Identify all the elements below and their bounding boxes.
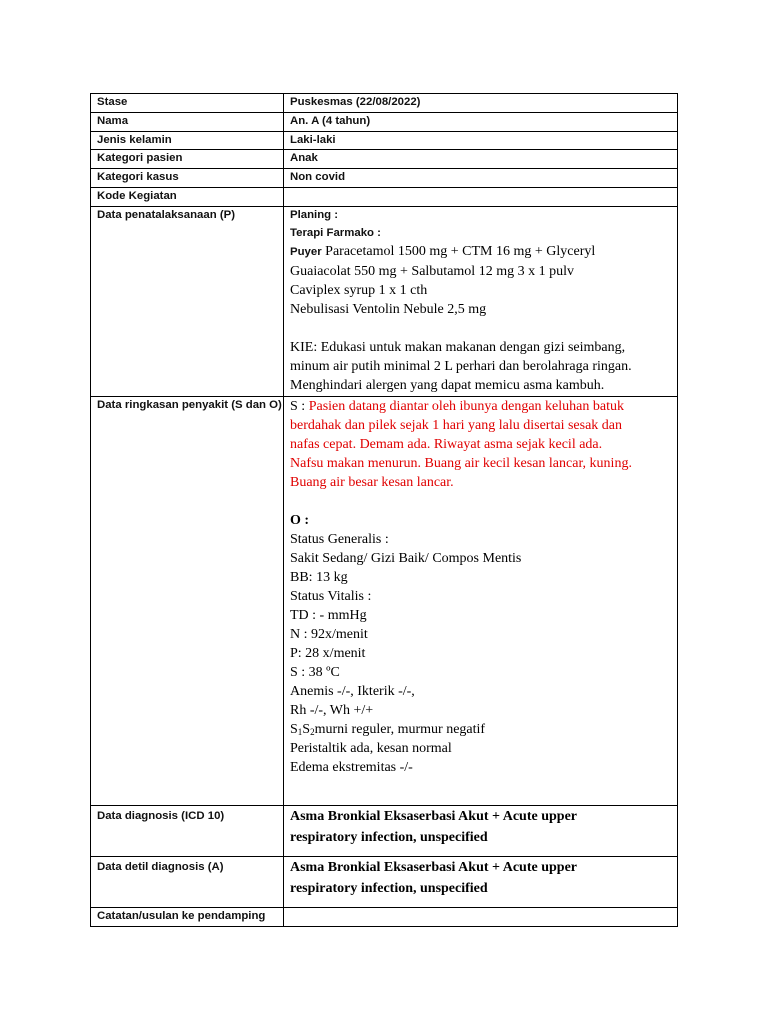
terapi-heading: Terapi Farmako : xyxy=(290,226,381,239)
value-nama: An. A (4 tahun) xyxy=(284,112,678,131)
row-nama xyxy=(91,112,678,131)
label-diagnosis-detil: Data detil diagnosis (A) xyxy=(91,857,284,908)
value-kategori-pasien: Anak xyxy=(284,150,678,169)
value-kategori-kasus: Non covid xyxy=(284,169,678,188)
subjective-line: nafas cepat. Demam ada. Riwayat asma sejak kecil ada. xyxy=(290,437,603,453)
objective-line: BB: 13 kg xyxy=(290,570,348,586)
objective-line: Status Vitalis : xyxy=(290,589,372,605)
row-diagnosis-detil xyxy=(91,857,678,908)
value-stase: Puskesmas (22/08/2022) xyxy=(284,94,678,113)
row-kategori-pasien xyxy=(91,150,678,169)
objective-line: P: 28 x/menit xyxy=(290,646,366,662)
puyer-prefix: Puyer xyxy=(290,246,322,259)
label-diagnosis-icd: Data diagnosis (ICD 10) xyxy=(91,806,284,857)
row-catatan xyxy=(91,908,678,927)
label-ringkasan: Data ringkasan penyakit (S dan O) xyxy=(91,397,284,806)
value-jenis-kelamin: Laki-laki xyxy=(284,131,678,150)
s1-subscript: 1 xyxy=(297,727,303,738)
objective-line: Sakit Sedang/ Gizi Baik/ Compos Mentis xyxy=(290,551,522,567)
diagnosis-line: Asma Bronkial Eksaserbasi Akut + Acute upper xyxy=(290,860,577,876)
objective-heading: O : xyxy=(290,513,310,529)
value-diagnosis-detil xyxy=(284,857,678,908)
s2-subscript: 2 xyxy=(310,727,315,738)
therapy-line: Guaiacolat 550 mg + Salbutamol 12 mg 3 x 1 pulv xyxy=(290,264,574,280)
diagnosis-line: Asma Bronkial Eksaserbasi Akut + Acute upper xyxy=(290,809,577,825)
row-jenis-kelamin xyxy=(91,131,678,150)
s2-letter: S xyxy=(302,722,311,738)
objective-line: Edema ekstremitas -/- xyxy=(290,760,413,776)
value-penatalaksanaan xyxy=(284,206,678,396)
objective-line: N : 92x/menit xyxy=(290,627,368,643)
objective-line: Status Generalis : xyxy=(290,532,389,548)
subjective-line: Buang air besar kesan lancar. xyxy=(290,475,454,491)
objective-line: Rh -/-, Wh +/+ xyxy=(290,703,374,719)
s1-letter: S xyxy=(290,722,298,738)
label-catatan: Catatan/usulan ke pendamping xyxy=(91,908,284,927)
objective-line: S : 38 ºC xyxy=(290,665,340,681)
objective-line: Anemis -/-, Ikterik -/-, xyxy=(290,684,415,700)
heart-sound-text: murni reguler, murmur negatif xyxy=(314,722,486,738)
row-diagnosis-icd xyxy=(91,806,678,857)
row-kode-kegiatan xyxy=(91,187,678,206)
value-ringkasan xyxy=(284,397,678,806)
patient-report-table xyxy=(90,93,678,927)
value-kode-kegiatan xyxy=(284,187,678,206)
row-ringkasan xyxy=(91,397,678,806)
row-penatalaksanaan xyxy=(91,206,678,396)
s-first: Pasien datang diantar oleh ibunya dengan keluhan batuk xyxy=(308,399,624,415)
objective-line: TD : - mmHg xyxy=(290,608,367,624)
kie-line: KIE: Edukasi untuk makan makanan dengan gizi seimbang, xyxy=(290,340,626,356)
spacer xyxy=(290,319,677,338)
puyer-text: Paracetamol 1500 mg + CTM 16 mg + Glyceryl xyxy=(321,244,596,260)
planing-heading: Planing : xyxy=(290,208,339,221)
label-kategori-kasus: Kategori kasus xyxy=(91,169,284,188)
label-kode-kegiatan: Kode Kegiatan xyxy=(91,187,284,206)
value-diagnosis-icd xyxy=(284,806,678,857)
spacer xyxy=(290,492,677,511)
label-jenis-kelamin: Jenis kelamin xyxy=(91,131,284,150)
label-penatalaksanaan: Data penatalaksanaan (P) xyxy=(91,206,284,396)
subjective-line: Nafsu makan menurun. Buang air kecil kesan lancar, kuning. xyxy=(290,456,632,472)
therapy-line: Caviplex syrup 1 x 1 cth xyxy=(290,283,428,299)
row-stase xyxy=(91,94,678,113)
objective-line: Peristaltik ada, kesan normal xyxy=(290,741,452,757)
s-prefix: S : xyxy=(290,399,309,415)
subjective-line: berdahak dan pilek sejak 1 hari yang lalu disertai sesak dan xyxy=(290,418,622,434)
row-kategori-kasus xyxy=(91,169,678,188)
therapy-line: Nebulisasi Ventolin Nebule 2,5 mg xyxy=(290,302,487,318)
diagnosis-line: respiratory infection, unspecified xyxy=(290,881,488,897)
kie-line: minum air putih minimal 2 L perhari dan berolahraga ringan. xyxy=(290,359,632,375)
kie-line: Menghindari alergen yang dapat memicu asma kambuh. xyxy=(290,378,605,394)
label-nama: Nama xyxy=(91,112,284,131)
puyer-line xyxy=(290,242,677,262)
label-stase: Stase xyxy=(91,94,284,113)
subjective-line xyxy=(290,397,677,416)
label-kategori-pasien: Kategori pasien xyxy=(91,150,284,169)
diagnosis-line: respiratory infection, unspecified xyxy=(290,830,488,846)
value-catatan xyxy=(284,908,678,927)
heart-sound-line xyxy=(290,720,677,739)
